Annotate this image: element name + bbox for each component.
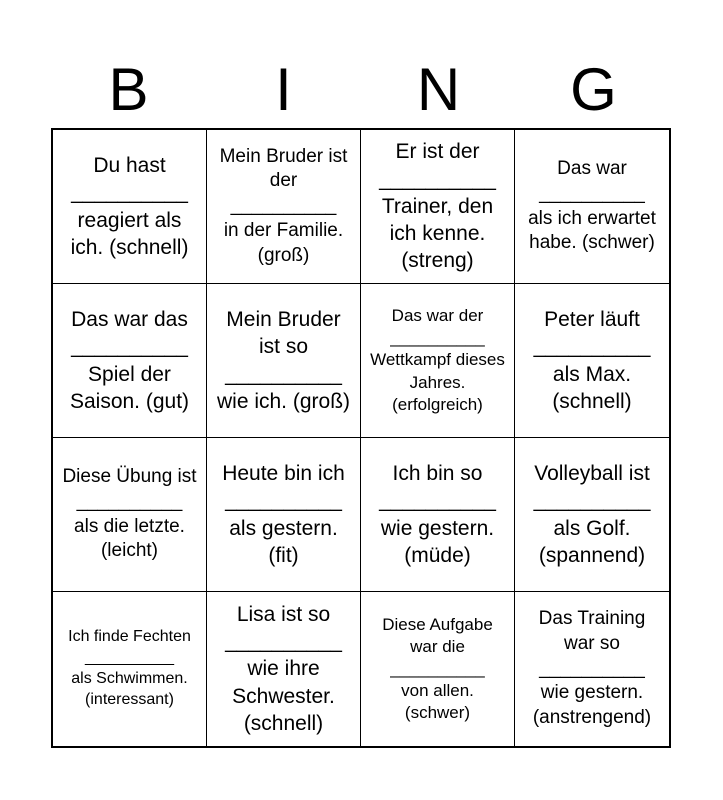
- header-letter-g: G: [570, 56, 617, 123]
- bingo-header: [51, 52, 671, 128]
- bingo-cell-4[interactable]: [515, 130, 669, 284]
- header-letter-b: B: [108, 56, 149, 123]
- bingo-cell-text: Peter läuft __________ als Max. (schnell): [533, 307, 651, 413]
- bingo-cell-text: Lisa ist so __________ wie ihre Schwester. (schnell): [225, 602, 342, 735]
- bingo-cell-14[interactable]: [207, 592, 361, 746]
- bingo-cell-text: Er ist der __________ Trainer, den ich kenne. (streng): [379, 140, 496, 273]
- bingo-cell-text: Mein Bruder ist der __________ in der Familie. (groß): [219, 145, 348, 266]
- bingo-cell-text: Mein Bruder ist so __________ wie ich. (groß): [216, 307, 351, 413]
- bingo-cell-10[interactable]: [207, 438, 361, 592]
- bingo-cell-11[interactable]: [361, 438, 515, 592]
- bingo-cell-3[interactable]: [361, 130, 515, 284]
- bingo-cell-text: Ich finde Fechten __________ als Schwimmen. (interessant): [68, 628, 191, 708]
- bingo-cell-text: Diese Aufgabe war die __________ von allen. (schwer): [382, 614, 493, 723]
- bingo-cell-6[interactable]: [207, 284, 361, 438]
- bingo-cell-13[interactable]: [53, 592, 207, 746]
- bingo-cell-text: Das war der __________ Wettkampf dieses Jahres. (erfolgreich): [370, 306, 505, 414]
- bingo-cell-text: Das war __________ als ich erwartet habe. (schwer): [528, 158, 656, 254]
- bingo-cell-15[interactable]: [361, 592, 515, 746]
- bingo-cell-text: Das war das __________ Spiel der Saison. (gut): [69, 307, 190, 413]
- bingo-cell-text: Heute bin ich __________ als gestern. (fit): [222, 461, 345, 567]
- bingo-cell-12[interactable]: [515, 438, 669, 592]
- bingo-cell-8[interactable]: [515, 284, 669, 438]
- bingo-cell-text: Diese Übung ist __________ als die letzte. (leicht): [62, 466, 197, 562]
- bingo-cell-text: Das Training war so __________ wie gestern. (anstrengend): [532, 608, 652, 729]
- bingo-cell-text: Volleyball ist __________ als Golf. (spannend): [533, 461, 651, 567]
- bingo-cell-16[interactable]: [515, 592, 669, 746]
- bingo-cell-2[interactable]: [207, 130, 361, 284]
- header-letter-n: N: [416, 56, 461, 123]
- bingo-cell-text: Du hast __________ reagiert als ich. (schnell): [70, 153, 189, 259]
- bingo-cell-9[interactable]: [53, 438, 207, 592]
- bingo-grid: [51, 128, 671, 748]
- bingo-cell-5[interactable]: [53, 284, 207, 438]
- header-letter-i: I: [275, 56, 292, 123]
- bingo-cell-7[interactable]: [361, 284, 515, 438]
- bingo-cell-1[interactable]: [53, 130, 207, 284]
- bingo-cell-text: Ich bin so __________ wie gestern. (müde): [379, 461, 496, 567]
